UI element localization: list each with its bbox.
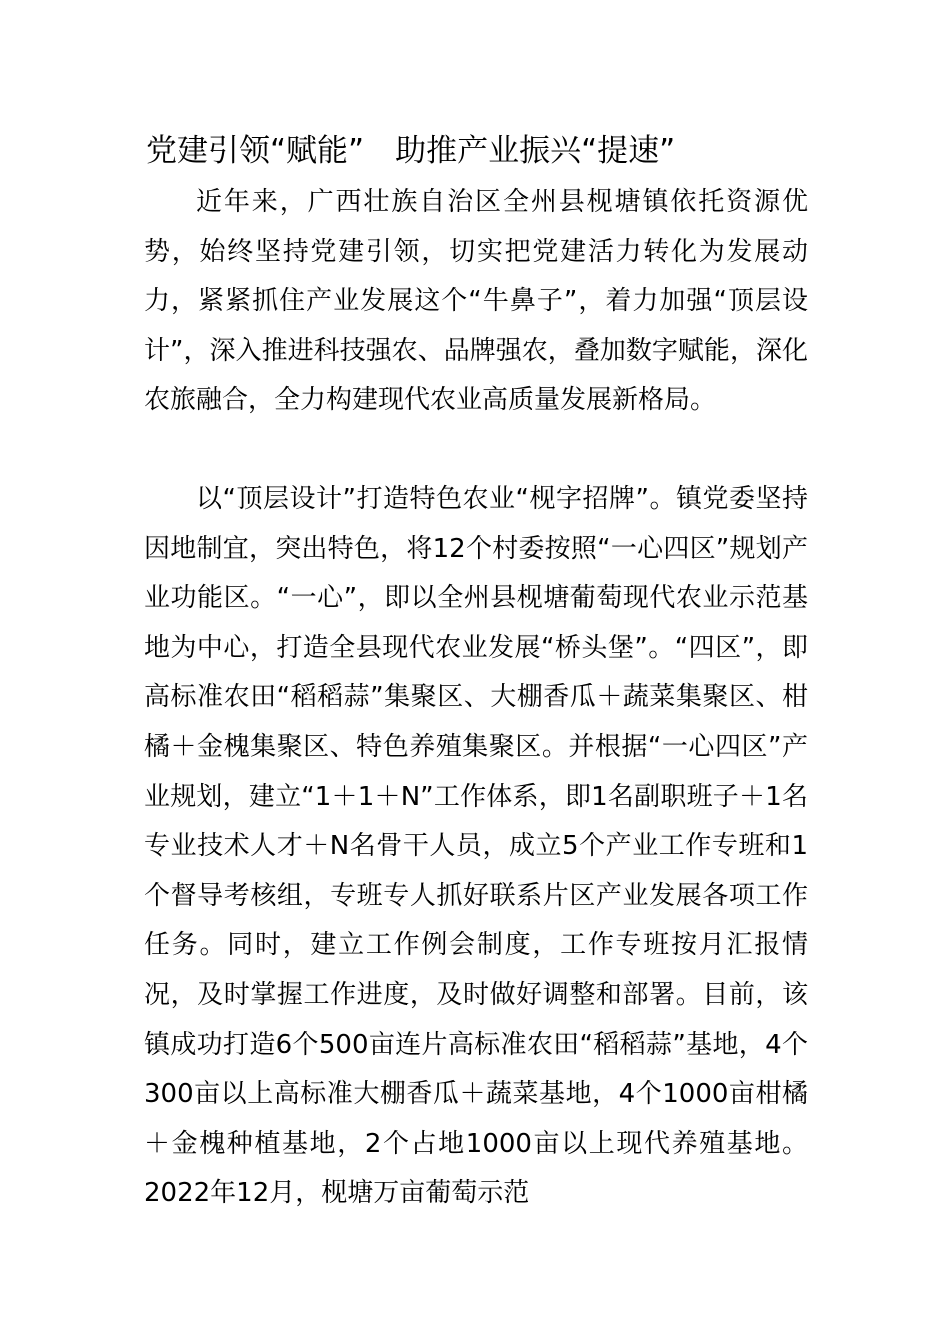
document-title: 党建引领“赋能” 助推产业振兴“提速” [146, 133, 676, 169]
paragraph-top-level-design: 以“顶层设计”打造特色农业“枧字招牌”。镇党委坚持因地制宜，突出特色，将12个村委按照“一心四区”规划产业功能区。“一心”，即以全州县枧塘葡萄现代农业示范基地为中心，打造全县现代农业发展“桥头堡”。“四区”，即高标准农田“稻稻蒜”集聚区、大棚香瓜＋蔬菜集聚区、柑橘＋金槐集聚区、特色养殖集聚区。并根据“一心四区”产业规划，建立“1＋1＋N”工作体系，即1名副职班子＋1名专业技术人才＋N名骨干人员，成立5个产业工作专班和1个督导考核组，专班专人抓好联系片区产业发展各项工作任务。同时，建立工作例会制度，工作专班按月汇报情况，及时掌握工作进度，及时做好调整和部署。目前，该镇成功打造6个500亩连片高标准农田“稻稻蒜”基地，4个300亩以上高标准大棚香瓜＋蔬菜基地，4个1000亩柑橘＋金槐种植基地，2个占地1000亩以上现代养殖基地。2022年12月，枧塘万亩葡萄示范 [144, 484, 808, 1209]
paragraph-intro: 近年来，广西壮族自治区全州县枧塘镇依托资源优势，始终坚持党建引领，切实把党建活力转化为发展动力，紧紧抓住产业发展这个“牛鼻子”，着力加强“顶层设计”，深入推进科技强农、品牌强农，叠加数字赋能，深化农旅融合，全力构建现代农业高质量发展新格局。 [144, 187, 808, 416]
